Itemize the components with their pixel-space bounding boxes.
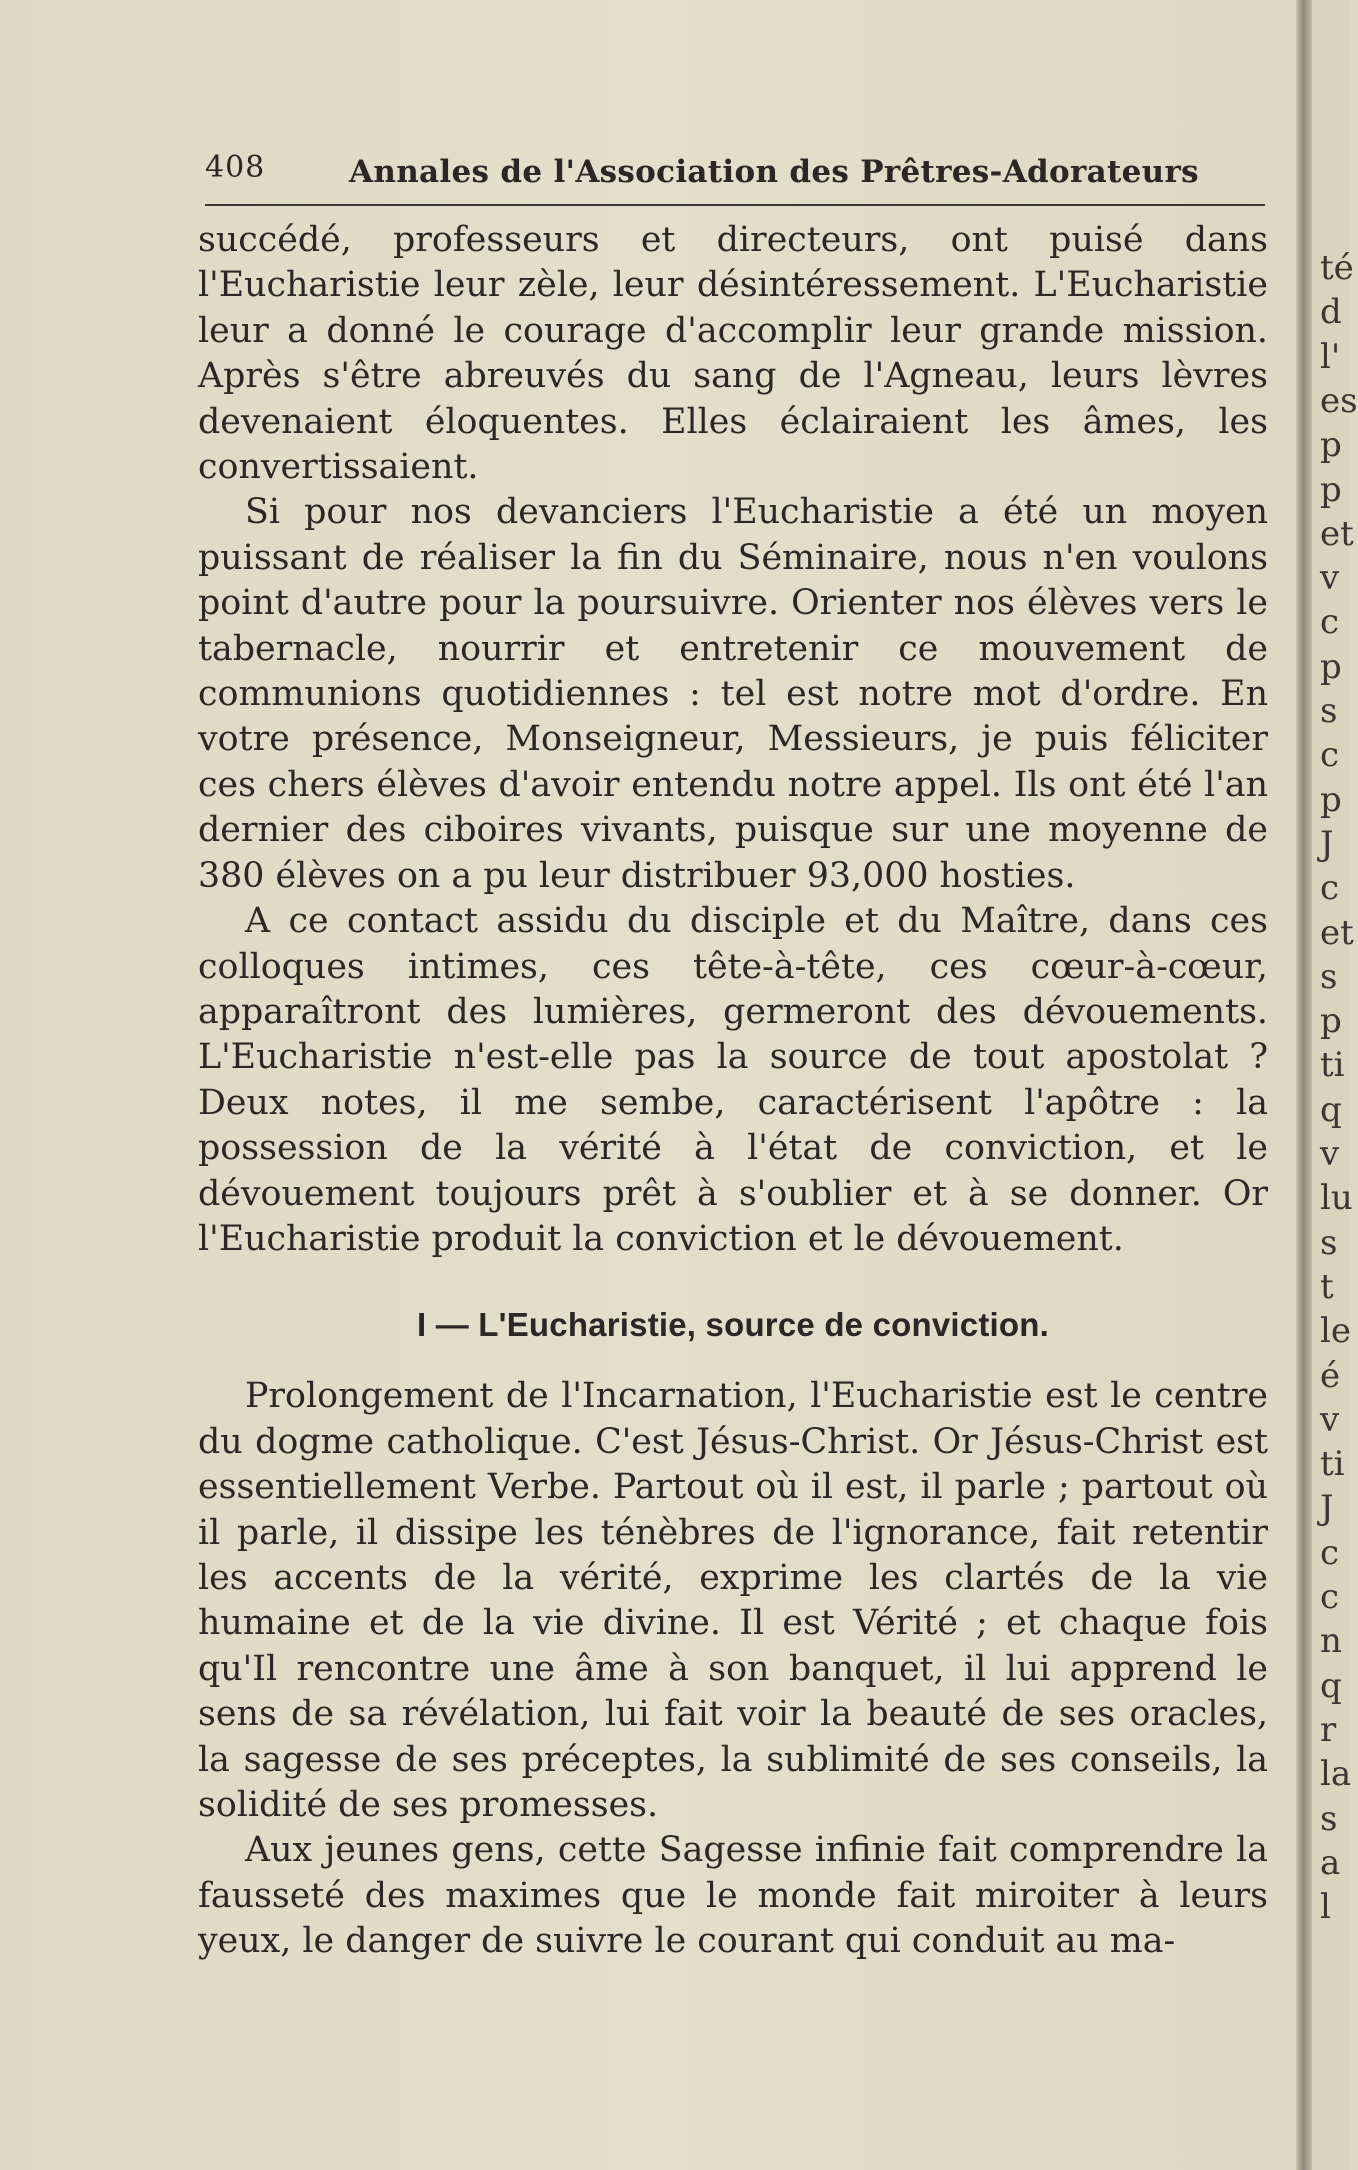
adjacent-page-edge [1312, 0, 1358, 2170]
page-number: 408 [205, 150, 266, 185]
adjacent-page-fragment: es [1320, 380, 1358, 421]
paragraph: Si pour nos devanciers l'Eucharistie a été un moyen puissant de réaliser la fin du Séminaire, nous n'en voulons point d'autre pour la poursuivre. Orienter nos élèves vers le tabernacle, nourrir et entretenir ce mouvement de communions quotidiennes : tel est notre mot d'ordre. En votre présence, Monseigneur, Messieurs, je puis féliciter ces chers élèves d'avoir entendu notre appel. Ils ont été l'an dernier des ciboires vivants, puisque sur une moyenne de 380 élèves on a pu leur distribuer 93,000 hosties. [198, 492, 1268, 896]
adjacent-page-fragment: v [1320, 1399, 1340, 1440]
adjacent-page-fragment: et [1320, 912, 1354, 953]
adjacent-page-fragment: s [1320, 1222, 1338, 1263]
adjacent-page-fragment: p [1320, 469, 1342, 510]
adjacent-page-fragment: ti [1320, 1444, 1345, 1485]
adjacent-page-fragment: et [1320, 513, 1354, 554]
paragraph: Prolongement de l'Incarnation, l'Eucharistie est le centre du dogme catholique. C'est Jésus-Christ. Or Jésus-Christ est essentiellement Verbe. Partout où il est, il parle ; partout où il parle, il dissipe les ténèbres de l'ignorance, fait retentir les accents de la vérité, exprime les clartés de la vie humaine et de la vie divine. Il est Vérité ; et chaque fois qu'Il rencontre une âme à son banquet, il lui apprend le sens de sa révélation, lui fait voir la beauté de ses oracles, la sagesse de ses préceptes, la sublimité de ses conseils, la solidité de ses promesses. [198, 1376, 1268, 1825]
adjacent-page-fragment: s [1320, 1798, 1338, 1839]
adjacent-page-fragment: q [1320, 1665, 1342, 1706]
book-gutter [1296, 0, 1312, 2170]
adjacent-page-fragment: p [1320, 646, 1342, 687]
adjacent-page-fragment: c [1320, 602, 1340, 643]
adjacent-page-fragment: la [1320, 1754, 1352, 1795]
adjacent-page-fragment: c [1320, 735, 1340, 776]
adjacent-page-fragment: ti [1320, 1045, 1345, 1086]
page-header [205, 150, 1265, 206]
adjacent-page-fragment: J [1320, 1488, 1334, 1529]
paragraph: succédé, professeurs et directeurs, ont puisé dans l'Eucharistie leur zèle, leur désintéressement. L'Eucharistie leur a donné le courage d'accomplir leur grande mission. Après s'être abreuvés du sang de l'Agneau, leurs lèvres devenaient éloquentes. Elles éclairaient les âmes, les convertissaient. [198, 220, 1268, 488]
paragraph: A ce contact assidu du disciple et du Maître, dans ces colloques intimes, ces tête-à-tête, ces cœur-à-cœur, apparaîtront des lumières, germeront des dévouements. L'Eucharistie n'est-elle pas la source de tout apostolat ? Deux notes, il me sembe, caractérisent l'apôtre : la possession de la vérité à l'état de conviction, et le dévouement toujours prêt à s'oublier et à se donner. Or l'Eucharistie produit la conviction et le dévouement. [198, 901, 1268, 1259]
body-text [198, 218, 1268, 1965]
adjacent-page-fragment: J [1320, 823, 1334, 864]
adjacent-page-fragment: a [1320, 1842, 1341, 1883]
adjacent-page-fragment: n [1320, 1621, 1342, 1662]
adjacent-page-fragment: é [1320, 1355, 1341, 1396]
section-heading: I — L'Eucharistie, source de conviction. [416, 1306, 1049, 1344]
adjacent-page-fragment: v [1320, 1134, 1340, 1174]
adjacent-page-fragment: le [1320, 1311, 1351, 1352]
adjacent-page-fragment: c [1320, 868, 1340, 909]
adjacent-page-fragment: v [1320, 558, 1340, 599]
adjacent-page-fragment: s [1320, 956, 1338, 997]
adjacent-page-fragment: r [1320, 1709, 1337, 1750]
adjacent-page-fragment: p [1320, 1001, 1342, 1042]
adjacent-page-fragment: d [1320, 292, 1342, 333]
adjacent-page-fragment: l [1320, 1887, 1331, 1928]
adjacent-page-fragment: c [1320, 1532, 1340, 1573]
adjacent-page-fragment: lu [1320, 1178, 1353, 1219]
paragraph: Aux jeunes gens, cette Sagesse infinie fait comprendre la fausseté des maximes que le monde fait miroiter à leurs yeux, le danger de suivre le courant qui conduit au ma- [198, 1830, 1268, 1962]
running-head: Annales de l'Association des Prêtres-Adorateurs [349, 154, 1199, 190]
adjacent-page-fragment: c [1320, 1577, 1340, 1617]
adjacent-page-fragment: t [1320, 1266, 1334, 1307]
adjacent-page-fragment: p [1320, 425, 1342, 466]
adjacent-page-fragment: té [1320, 248, 1354, 288]
adjacent-page-fragment: q [1320, 1089, 1342, 1130]
adjacent-page-fragment: s [1320, 691, 1338, 731]
adjacent-page-fragment: l' [1320, 336, 1341, 377]
adjacent-page-fragment: p [1320, 779, 1342, 820]
